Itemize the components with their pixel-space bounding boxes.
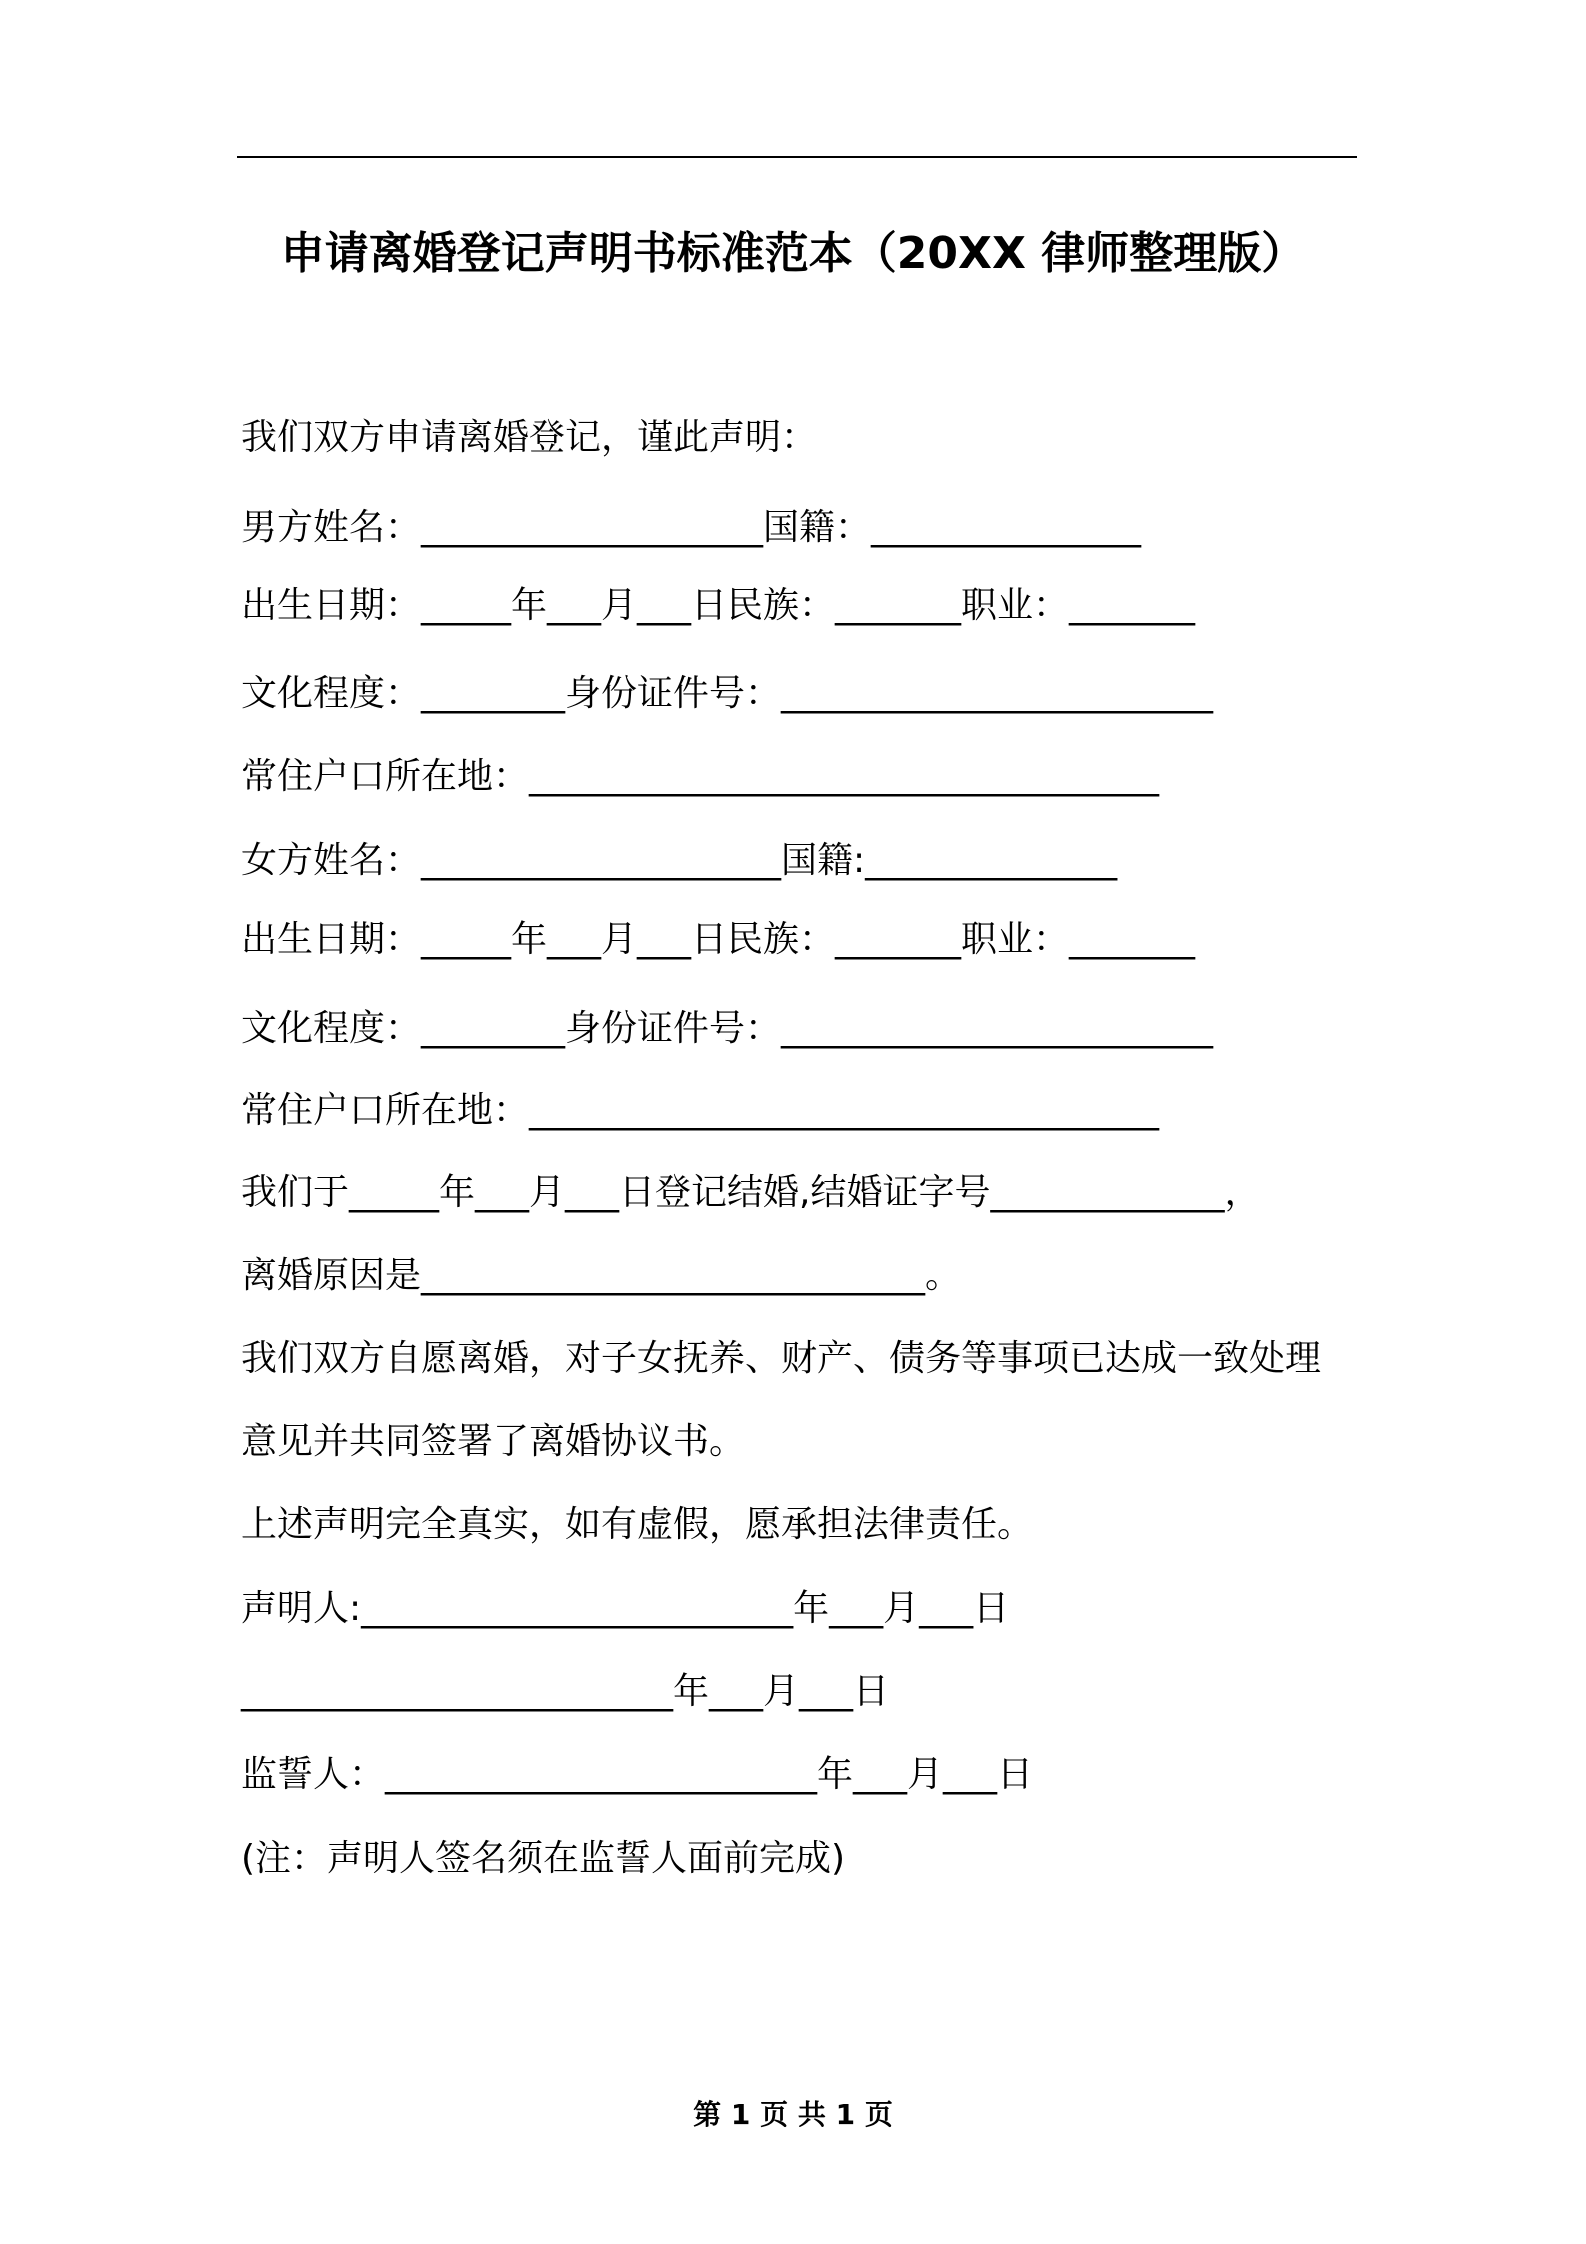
second-signature-line: ________________________年___月___日: [241, 1671, 889, 1712]
male-education-id-line: 文化程度：________身份证件号：________________________: [241, 673, 1214, 714]
witness-signature-line: 监誓人：________________________年___月___日: [241, 1754, 1034, 1795]
intro-statement: 我们双方申请离婚登记，谨此声明：: [241, 417, 818, 458]
agreement-statement-line-1: 我们双方自愿离婚，对子女抚养、财产、债务等事项已达成一致处理: [241, 1338, 1322, 1379]
male-birth-ethnicity-occupation-line: 出生日期：_____年___月___日民族：_______职业：_______: [241, 585, 1196, 626]
marriage-registration-line: 我们于_____年___月___日登记结婚,结婚证字号_____________，: [241, 1172, 1261, 1213]
divorce-reason-line: 离婚原因是____________________________。: [241, 1255, 962, 1296]
document-title: 申请离婚登记声明书标准范本（20XX 律师整理版）: [280, 228, 1306, 279]
male-residence-line: 常住户口所在地：___________________________________: [241, 756, 1160, 797]
agreement-statement-line-2: 意见并共同签署了离婚协议书。: [241, 1421, 746, 1462]
declarant-signature-line: 声明人:________________________年___月___日: [241, 1588, 1010, 1629]
page-number-footer: 第 1 页 共 1 页: [693, 2098, 893, 2131]
truthfulness-statement: 上述声明完全真实，如有虚假，愿承担法律责任。: [241, 1504, 1034, 1545]
signature-note: (注：声明人签名须在监誓人面前完成): [241, 1838, 846, 1879]
male-name-nationality-line: 男方姓名：___________________国籍：_______________: [241, 507, 1142, 548]
female-education-id-line: 文化程度：________身份证件号：________________________: [241, 1008, 1214, 1049]
top-rule: [237, 156, 1357, 158]
female-name-nationality-line: 女方姓名：____________________国籍:______________: [241, 840, 1118, 881]
female-birth-ethnicity-occupation-line: 出生日期：_____年___月___日民族：_______职业：_______: [241, 919, 1196, 960]
female-residence-line: 常住户口所在地：___________________________________: [241, 1090, 1160, 1131]
